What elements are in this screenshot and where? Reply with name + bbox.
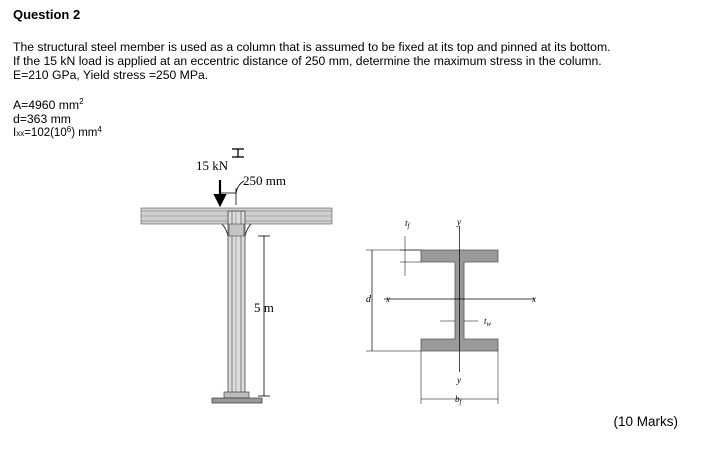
eccentricity-dimension: [220, 181, 244, 205]
section-label-tw: $t_w$: [484, 316, 492, 328]
section-label-y-bottom: y: [457, 375, 461, 385]
marks-label: (10 Marks): [613, 414, 678, 429]
load-label: 15 kN: [196, 158, 229, 173]
paragraph-line-2: If the 15 kN load is applied at an eccentric distance of 250 mm, determine the maximum stress in the column.: [13, 54, 602, 68]
paragraph-line-3: E=210 GPa, Yield stress =250 MPa.: [13, 68, 209, 82]
section-label-y-top: y: [457, 217, 461, 227]
section-label-tf: $t_f$: [405, 218, 410, 230]
question-title: Question 2: [13, 7, 81, 22]
given-inertia: $Ixx=102(10^6)$ $mm^4$: [13, 125, 102, 139]
section-label-bf: $b_f$: [455, 394, 462, 406]
given-area: A=4960 $mm^2$: [13, 97, 84, 112]
length-label: 5 m: [254, 300, 274, 315]
paragraph-line-1: The structural steel member is used as a column that is assumed to be fixed at its top and pinned at its bottom.: [13, 40, 611, 54]
length-dimension: [258, 236, 270, 396]
section-label-x-left: x: [386, 294, 390, 304]
cross-section: [366, 226, 535, 404]
given-depth: d=363 mm: [13, 112, 71, 126]
section-label-d: d: [366, 294, 371, 305]
section-label-x-right: x: [532, 294, 536, 304]
eccentricity-label: 250 mm: [243, 173, 286, 188]
ibeam-symbol-icon: [232, 149, 244, 157]
